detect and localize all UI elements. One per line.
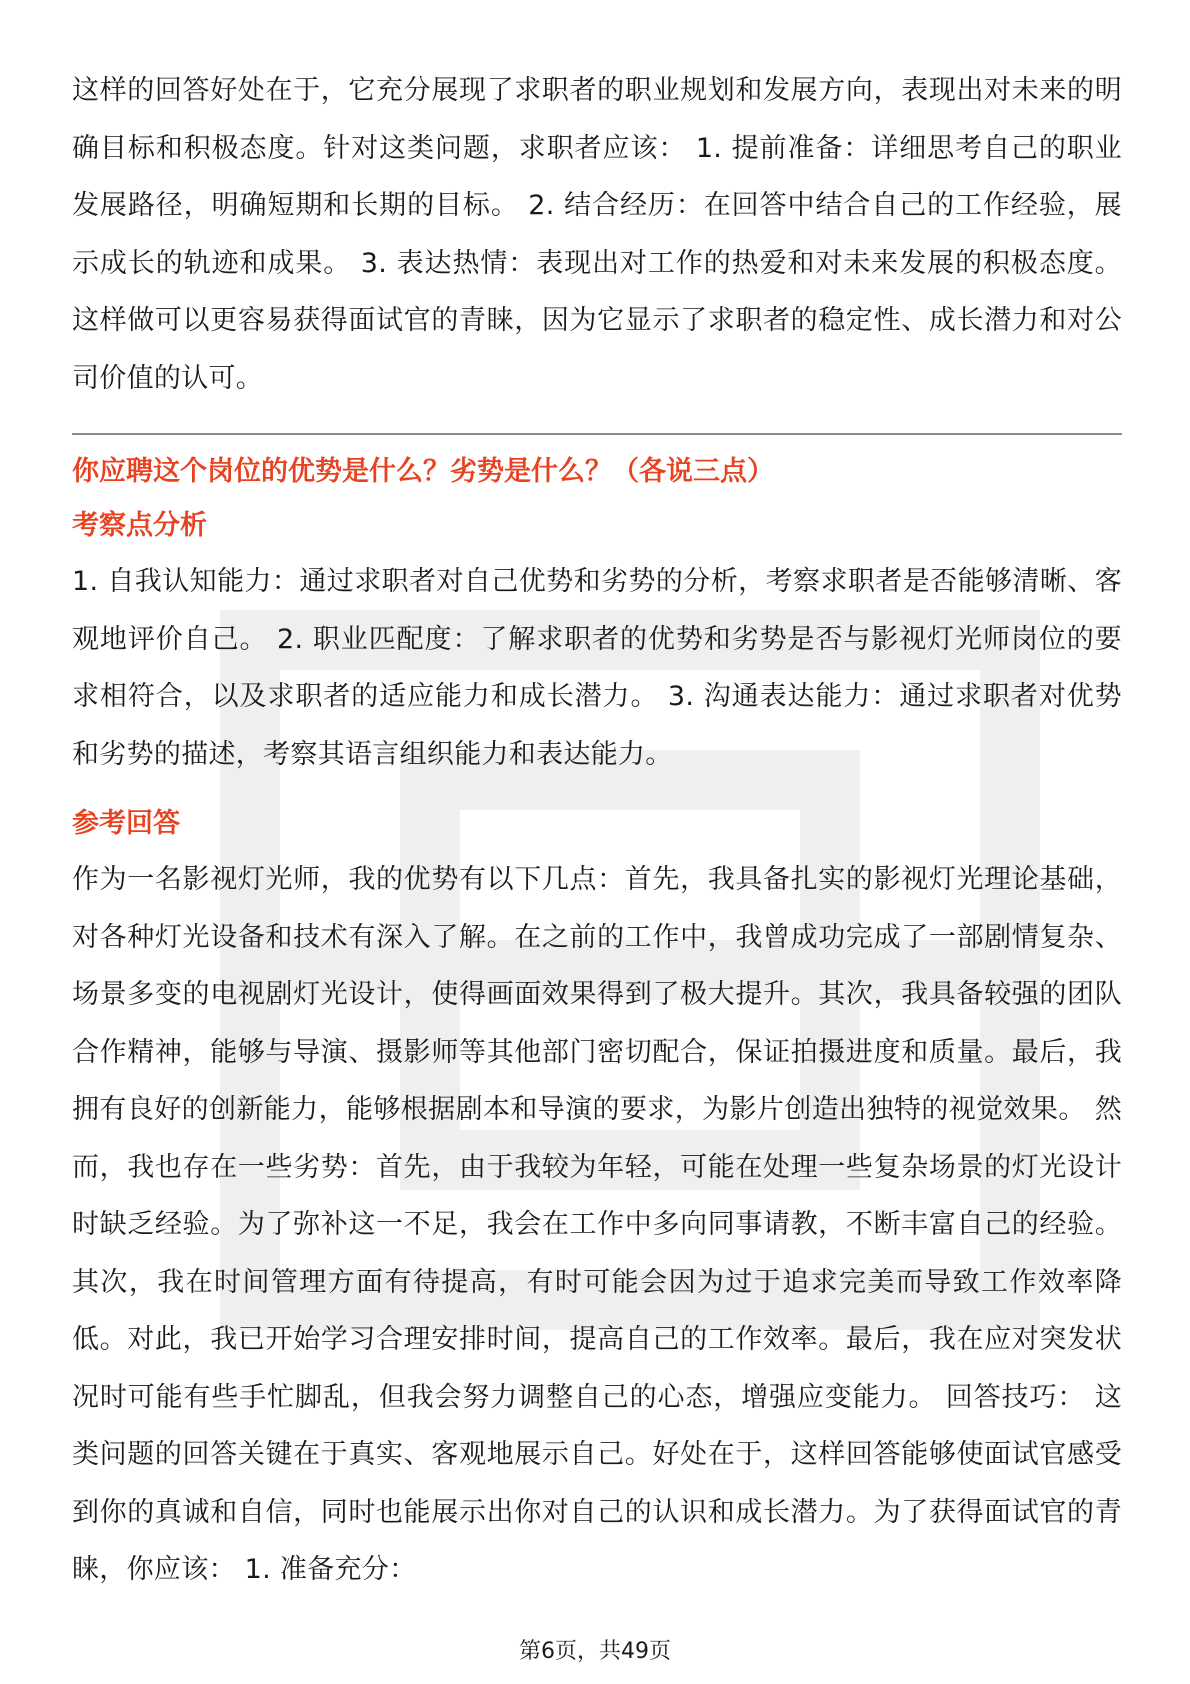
intro-paragraph: 这样的回答好处在于，它充分展现了求职者的职业规划和发展方向，表现出对未来的明确目标和积极态度。针对这类问题，求职者应该： 1. 提前准备：详细思考自己的职业发展路径，明确短期和长期的目标。 2. 结合经历：在回答中结合自己的工作经验，展示成长的轨迹和成果。 3. 表达热情：表现出对工作的热爱和对未来发展的积极态度。 这样做可以更容易获得面试官的青睐，因为它显示了求职者的稳定性、成长潜力和对公司价值的认可。 [72, 75, 1122, 394]
spacer [72, 783, 1122, 797]
analysis-title: 考察点分析 [72, 510, 207, 541]
document-content [72, 62, 1122, 1599]
answer-title: 参考回答 [72, 808, 180, 839]
section-divider [72, 433, 1122, 435]
question-heading: 你应聘这个岗位的优势是什么？劣势是什么？（各说三点） [72, 456, 774, 487]
analysis-paragraph: 1. 自我认知能力：通过求职者对自己优势和劣势的分析，考察求职者是否能够清晰、客观地评价自己。 2. 职业匹配度：了解求职者的优势和劣势是否与影视灯光师岗位的要求相符合，以及求职者的适应能力和成长潜力。 3. 沟通表达能力：通过求职者对优势和劣势的描述，考察其语言组织能力和表达能力。 [72, 566, 1122, 770]
answer-paragraph: 作为一名影视灯光师，我的优势有以下几点：首先，我具备扎实的影视灯光理论基础，对各种灯光设备和技术有深入了解。在之前的工作中，我曾成功完成了一部剧情复杂、场景多变的电视剧灯光设计，使得画面效果得到了极大提升。其次，我具备较强的团队合作精神，能够与导演、摄影师等其他部门密切配合，保证拍摄进度和质量。最后，我拥有良好的创新能力，能够根据剧本和导演的要求，为影片创造出独特的视觉效果。 然而，我也存在一些劣势：首先，由于我较为年轻，可能在处理一些复杂场景的灯光设计时缺乏经验。为了弥补这一不足，我会在工作中多向同事请教，不断丰富自己的经验。其次，我在时间管理方面有待提高，有时可能会因为过于追求完美而导致工作效率降低。对此，我已开始学习合理安排时间，提高自己的工作效率。最后，我在应对突发状况时可能有些手忙脚乱，但我会努力调整自己的心态，增强应变能力。 回答技巧： 这类问题的回答关键在于真实、客观地展示自己。好处在于，这样回答能够使面试官感受到你的真诚和自信，同时也能展示出你对自己的认识和成长潜力。为了获得面试官的青睐，你应该： 1. 准备充分： [72, 864, 1122, 1585]
page-indicator: 第6页，共49页 [519, 1639, 671, 1664]
